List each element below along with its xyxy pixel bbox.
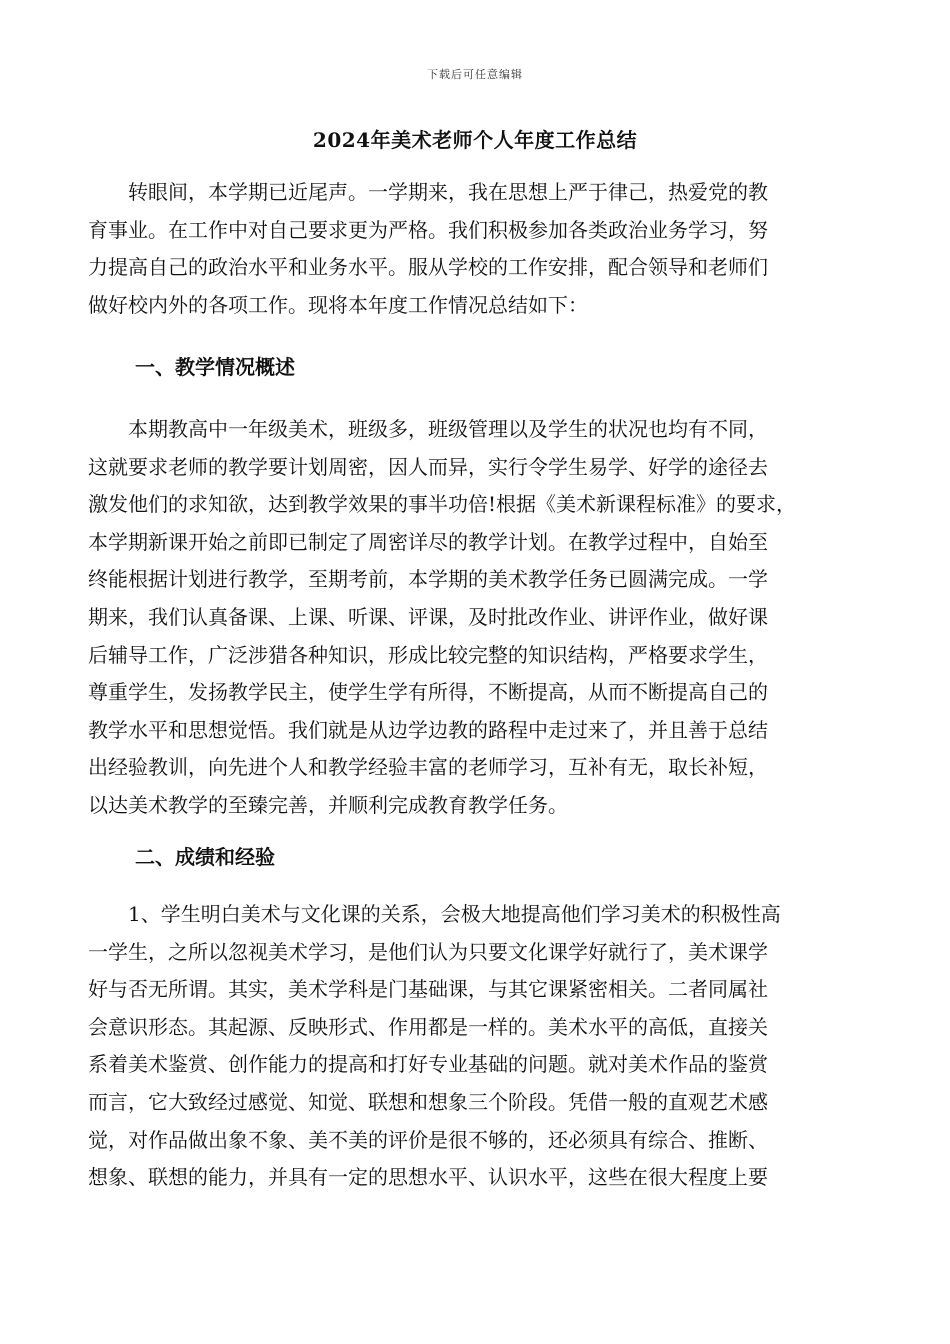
section-heading-1: 一、教学情况概述 (135, 355, 295, 379)
section-heading-2: 二、成绩和经验 (135, 845, 275, 869)
paragraph-line: 1、学生明白美术与文化课的关系，会极大地提高他们学习美术的积极性高 (88, 902, 781, 926)
paragraph-line: 以达美术教学的至臻完善，并顺利完成教育教学任务。 (88, 792, 568, 817)
document-title: 2024年美术老师个人年度工作总结 (312, 128, 638, 152)
paragraph-line: 转眼间，本学期已近尾声。一学期来，我在思想上严于律己，热爱党的教 (88, 180, 768, 204)
paragraph-line: 激发他们的求知欲，达到教学效果的事半功倍!根据《美术新课程标准》的要求， (88, 492, 797, 517)
paragraph-line: 力提高自己的政治水平和业务水平。服从学校的工作安排，配合领导和老师们 (88, 255, 768, 280)
paragraph-line: 一学生，之所以忽视美术学习，是他们认为只要文化课学好就行了，美术课学 (88, 939, 768, 964)
paragraph-line: 本学期新课开始之前即已制定了周密详尽的教学计划。在教学过程中，自始至 (88, 529, 768, 554)
paragraph-line: 本期教高中一年级美术，班级多，班级管理以及学生的状况也均有不同， (88, 417, 768, 441)
section-2-paragraph (88, 896, 866, 1197)
paragraph-line: 尊重学生，发扬教学民主，使学生学有所得，不断提高，从而不断提高自己的 (88, 680, 768, 705)
paragraph-line: 想象、联想的能力，并具有一定的思想水平、认识水平，这些在很大程度上要 (88, 1165, 768, 1190)
paragraph-line: 期来，我们认真备课、上课、听课、评课，及时批改作业、讲评作业，做好课 (88, 604, 768, 629)
paragraph-line: 会意识形态。其起源、反映形式、作用都是一样的。美术水平的高低，直接关 (88, 1014, 768, 1039)
paragraph-line: 育事业。在工作中对自己要求更为严格。我们积极参加各类政治业务学习，努 (88, 217, 768, 242)
paragraph-line: 做好校内外的各项工作。现将本年度工作情况总结如下： (88, 292, 588, 317)
header-note: 下载后可任意编辑 (427, 68, 523, 81)
paragraph-line: 而言，它大致经过感觉、知觉、联想和想象三个阶段。凭借一般的直观艺术感 (88, 1089, 768, 1114)
paragraph-line: 觉，对作品做出象不象、美不美的评价是很不够的，还必须具有综合、推断、 (88, 1127, 768, 1152)
intro-paragraph (88, 174, 866, 324)
section-1-paragraph (88, 411, 866, 825)
paragraph-line: 这就要求老师的教学要计划周密，因人而异，实行令学生易学、好学的途径去 (88, 454, 768, 479)
paragraph-line: 出经验教训，向先进个人和教学经验丰富的老师学习，互补有无，取长补短， (88, 755, 768, 780)
paragraph-line: 系着美术鉴赏、创作能力的提高和打好专业基础的问题。就对美术作品的鉴赏 (88, 1052, 768, 1077)
paragraph-line: 好与否无所谓。其实，美术学科是门基础课，与其它课紧密相关。二者同属社 (88, 977, 768, 1002)
paragraph-line: 后辅导工作，广泛涉猎各种知识，形成比较完整的知识结构，严格要求学生， (88, 642, 768, 667)
paragraph-line: 教学水平和思想觉悟。我们就是从边学边教的路程中走过来了，并且善于总结 (88, 717, 768, 742)
paragraph-line: 终能根据计划进行教学，至期考前，本学期的美术教学任务已圆满完成。一学 (88, 567, 768, 592)
